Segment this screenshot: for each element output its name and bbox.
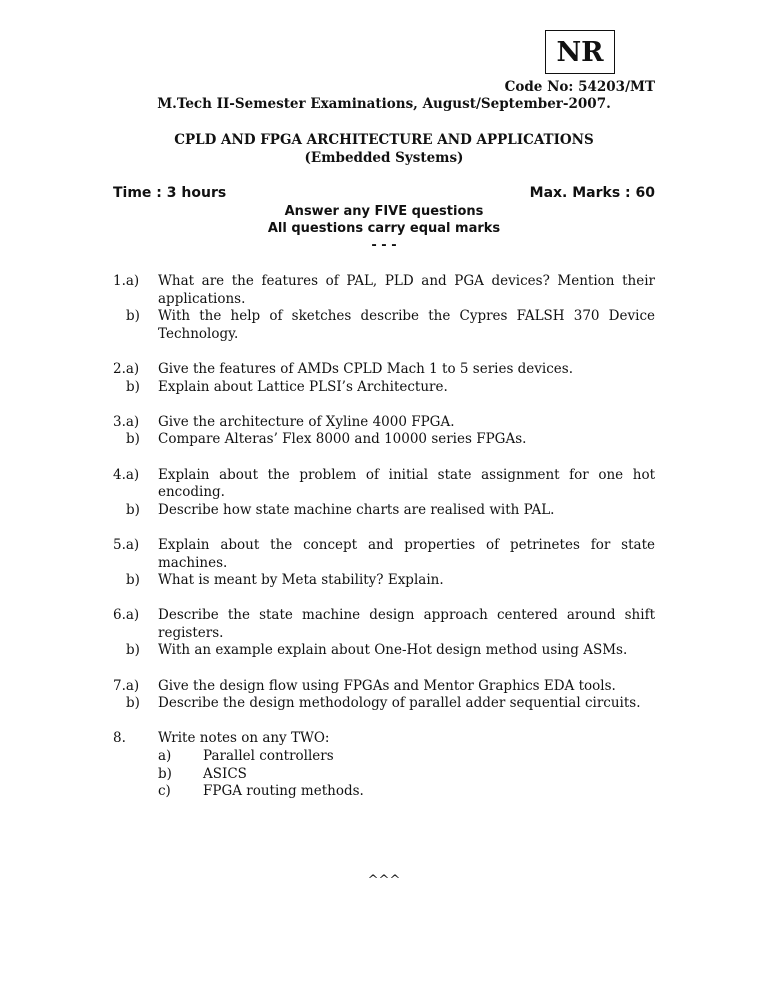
end-marker: ^^^ (367, 873, 401, 888)
separator: - - - (371, 238, 397, 253)
question-text: What are the features of PAL, PLD and PGA devices? Mention their applications. (158, 273, 655, 307)
question-label: b) (126, 572, 140, 589)
instruction-equal-marks: All questions carry equal marks (267, 221, 501, 236)
option-item (158, 783, 364, 801)
question-label: 7.a) (113, 677, 140, 694)
question-label: 5.a) (113, 536, 140, 553)
subject-title: CPLD AND FPGA ARCHITECTURE AND APPLICATIONS (174, 132, 594, 148)
question-label: 3.a) (113, 413, 140, 430)
question-text: Give the design flow using FPGAs and Mentor Graphics EDA tools. (158, 677, 616, 694)
question-label: b) (126, 431, 140, 448)
question-3 (113, 414, 655, 449)
question-label: 2.a) (113, 360, 140, 377)
question-text: Describe how state machine charts are realised with PAL. (158, 501, 555, 518)
question-label: 6.a) (113, 607, 140, 624)
question-list (113, 273, 655, 818)
question-text: What is meant by Meta stability? Explain. (158, 572, 444, 589)
question-text: Write notes on any TWO: (158, 730, 330, 747)
question-text: Explain about Lattice PLSI’s Architecture. (158, 378, 448, 395)
question-7 (113, 678, 655, 713)
question-text: Explain about the problem of initial state assignment for one hot encoding. (158, 466, 655, 501)
option-letter: b) (158, 765, 172, 782)
nr-badge: NR (545, 30, 615, 74)
option-letter: c) (158, 783, 171, 800)
question-label: b) (126, 378, 140, 395)
question-2 (113, 361, 655, 396)
question-text: Give the architecture of Xyline 4000 FPGA. (158, 413, 455, 430)
question-text: With the help of sketches describe the Cypres FALSH 370 Device Technology. (158, 308, 655, 342)
question-text: Give the features of AMDs CPLD Mach 1 to 5 series devices. (158, 360, 574, 377)
question-text: Explain about the concept and properties of petrinetes for state machines. (158, 536, 655, 571)
option-text: ASICS (203, 765, 247, 782)
question-label: 8. (113, 730, 126, 747)
question-text: Compare Alteras’ Flex 8000 and 10000 series FPGAs. (158, 431, 527, 448)
option-text: Parallel controllers (203, 748, 334, 765)
question-8 (113, 730, 655, 800)
code-number: Code No: 54203/MT (504, 79, 655, 95)
option-text: FPGA routing methods. (203, 783, 364, 800)
question-text: Describe the state machine design approach centered around shift registers. (158, 607, 655, 641)
question-text: With an example explain about One-Hot design method using ASMs. (158, 642, 628, 659)
time-marks-row (113, 185, 655, 201)
option-item (158, 748, 334, 766)
max-marks: Max. Marks : 60 (529, 185, 655, 201)
exam-title: M.Tech II-Semester Examinations, August/September-2007. (157, 96, 611, 112)
specialization: (Embedded Systems) (304, 150, 464, 166)
question-label: b) (126, 308, 140, 325)
time-allowed: Time : 3 hours (113, 185, 227, 201)
question-5 (113, 537, 655, 590)
instruction-answer-five: Answer any FIVE questions (284, 204, 484, 219)
question-1 (113, 273, 655, 343)
question-label: 4.a) (113, 466, 140, 483)
option-letter: a) (158, 748, 172, 765)
question-text: Describe the design methodology of parallel adder sequential circuits. (158, 695, 641, 712)
question-4 (113, 467, 655, 520)
question-6 (113, 607, 655, 660)
question-label: 1.a) (113, 273, 140, 289)
question-label: b) (126, 501, 140, 518)
question-label: b) (126, 642, 140, 659)
question-label: b) (126, 695, 140, 712)
option-item (158, 766, 247, 784)
